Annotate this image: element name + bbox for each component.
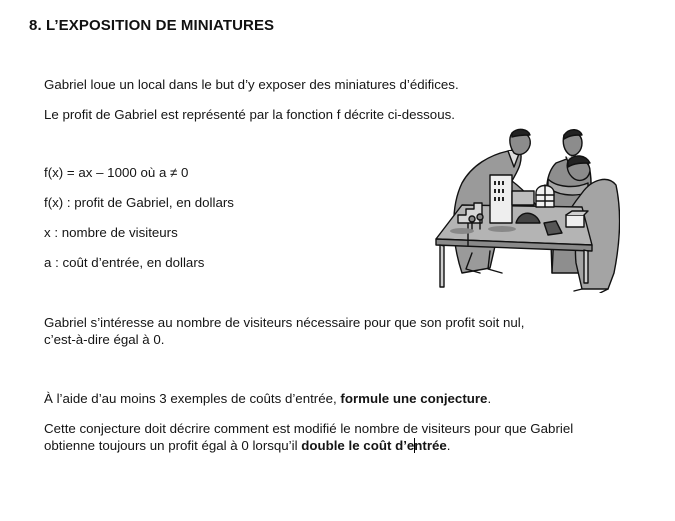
interest-line-1: Gabriel s’intéresse au nombre de visiteurs nécessaire pour que son profit soit nul, xyxy=(44,315,525,330)
intro-line-2: Le profit de Gabriel est représenté par la fonction f décrite ci-dessous. xyxy=(44,107,455,122)
section-title: 8. L’EXPOSITION DE MINIATURES xyxy=(29,17,275,34)
task-text: À l’aide d’au moins 3 exemples de coûts d’entrée, xyxy=(44,391,341,406)
intro-line-1: Gabriel loue un local dans le but d’y exposer des miniatures d’édifices. xyxy=(44,77,459,92)
task-instruction xyxy=(44,390,491,407)
conjecture-text: obtienne toujours un profit égal à 0 lorsqu’il xyxy=(44,438,302,453)
task-period: . xyxy=(487,391,492,406)
conjecture-emphasis-b: ntrée xyxy=(414,438,447,453)
definition-x: x : nombre de visiteurs xyxy=(44,225,178,240)
interest-line-2: c’est-à-dire égal à 0. xyxy=(44,332,165,347)
conjecture-line-1: Cette conjecture doit décrire comment est modifié le nombre de visiteurs pour que Gabriel xyxy=(44,421,574,436)
conjecture-line-2[interactable] xyxy=(44,437,451,454)
definition-a: a : coût d’entrée, en dollars xyxy=(44,255,205,270)
function-definition: f(x) = ax – 1000 où a ≠ 0 xyxy=(44,165,189,180)
definition-fx: f(x) : profit de Gabriel, en dollars xyxy=(44,195,234,210)
architects-at-model-table-illustration xyxy=(432,123,620,293)
task-emphasis: formule une conjecture xyxy=(340,391,488,406)
conjecture-emphasis-a: double le coût d’e xyxy=(301,438,415,453)
conjecture-period: . xyxy=(446,438,451,453)
